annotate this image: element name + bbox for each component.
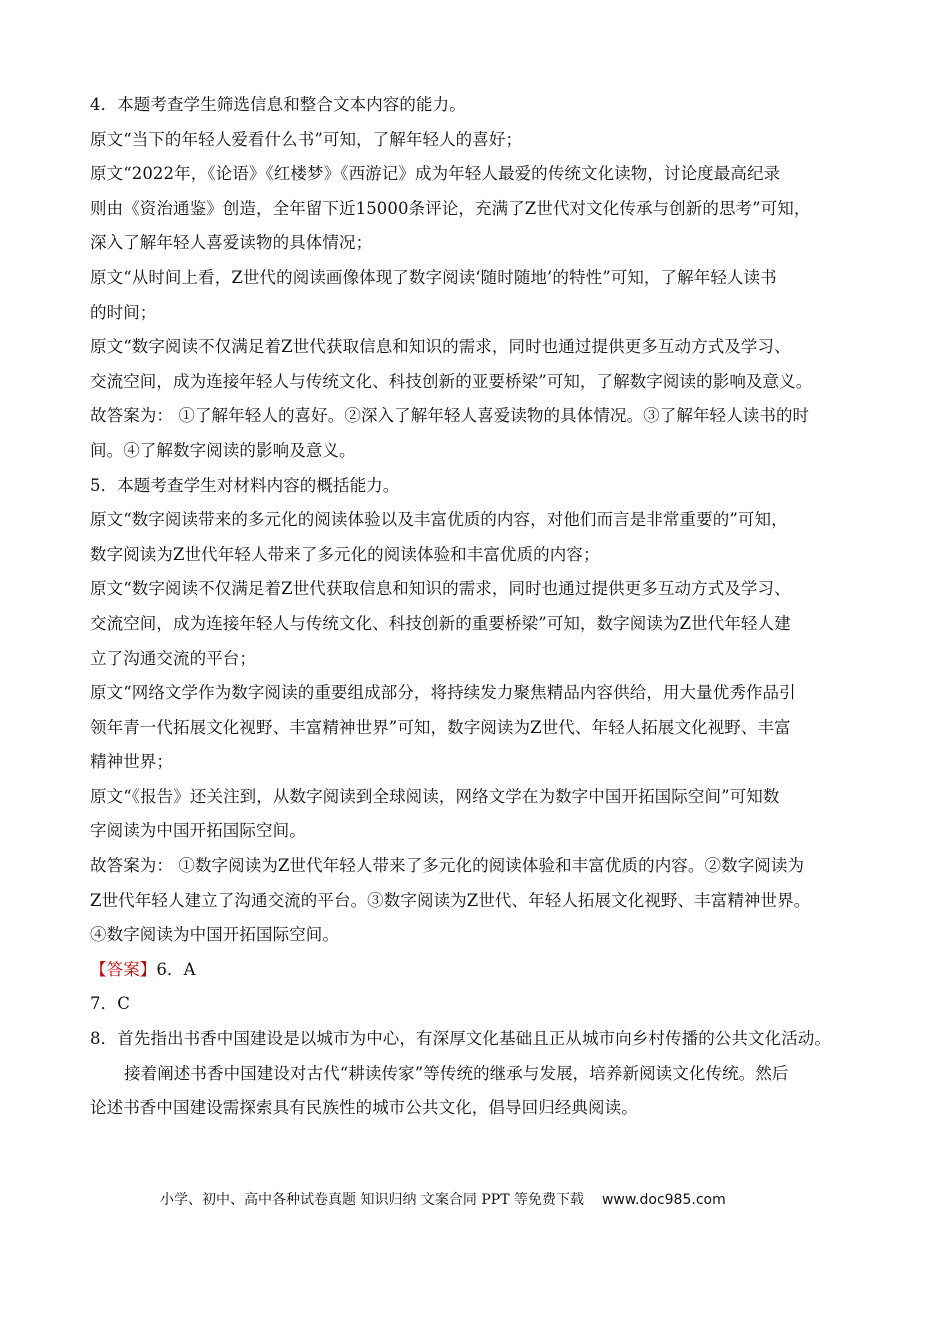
text-line: 原文“当下的年轻人爱看什么书”可知，了解年轻人的喜好； bbox=[90, 129, 523, 149]
text-line: 深入了解年轻人喜爱读物的具体情况； bbox=[90, 233, 373, 253]
text-line: 间。④了解数字阅读的影响及意义。 bbox=[90, 440, 356, 460]
text-line: 原文“2022年，《论语》《红楼梦》《西游记》成为年轻人最爱的传统文化读物，讨论度最高纪录 bbox=[90, 164, 781, 184]
text-line: 立了沟通交流的平台； bbox=[90, 648, 256, 668]
text-line: Z世代年轻人建立了沟通交流的平台。③数字阅读为Z世代、年轻人拓展文化视野、丰富精神世界。 bbox=[90, 890, 811, 910]
question-7-answer: 7．C bbox=[90, 994, 130, 1014]
text-line: 交流空间，成为连接年轻人与传统文化、科技创新的重要桥梁”可知，数字阅读为Z世代年轻人建 bbox=[90, 613, 791, 633]
answer-line bbox=[90, 953, 880, 988]
question-4-heading: 4．本题考查学生筛选信息和整合文本内容的能力。 bbox=[90, 95, 466, 114]
question-8-line: 8．首先指出书香中国建设是以城市为中心，有深厚文化基础且正从城市向乡村传播的公共文化活动。 bbox=[90, 1029, 831, 1049]
text-line: ④数字阅读为中国开拓国际空间。 bbox=[90, 925, 339, 945]
text-line: 原文“网络文学作为数字阅读的重要组成部分，将持续发力聚焦精品内容供给，用大量优秀作品引 bbox=[90, 683, 796, 703]
text-line: 领年青一代拓展文化视野、丰富精神世界”可知，数字阅读为Z世代、年轻人拓展文化视野、丰富 bbox=[90, 717, 791, 737]
text-line: 交流空间，成为连接年轻人与传统文化、科技创新的亚要桥梁”可知，了解数字阅读的影响及意义。 bbox=[90, 371, 813, 391]
answer-text: 6．A bbox=[156, 959, 196, 979]
question-5-heading: 5．本题考查学生对材料内容的概括能力。 bbox=[90, 475, 400, 495]
document-body bbox=[90, 88, 880, 1126]
page-footer bbox=[160, 1190, 726, 1210]
answer-summary-line: 故答案为： ①了解年轻人的喜好。②深入了解年轻人喜爱读物的具体情况。③了解年轻人读书的时 bbox=[90, 406, 810, 426]
indented-line: 接着阐述书香中国建设对古代“耕读传家”等传统的继承与发展，培养新阅读文化传统。然后 bbox=[124, 1063, 789, 1083]
text-line: 精神世界； bbox=[90, 752, 173, 772]
text-line: 的时间； bbox=[90, 302, 157, 322]
text-line: 论述书香中国建设需探索具有民族性的城市公共文化，倡导回归经典阅读。 bbox=[90, 1098, 638, 1118]
footer-url: www.doc985.com bbox=[601, 1192, 726, 1208]
footer-text: 小学、初中、高中各种试卷真题 知识归纳 文案合同 PPT 等免费下载 bbox=[160, 1192, 584, 1208]
text-line: 字阅读为中国开拓国际空间。 bbox=[90, 821, 306, 841]
text-line: 原文“从时间上看，Z世代的阅读画像体现了数字阅读‘随时随地’的特性”可知，了解年轻人读书 bbox=[90, 267, 777, 287]
answer-tag: 【答案】 bbox=[90, 959, 157, 979]
text-line: 则由《资治通鉴》创造，全年留下近15000条评论，充满了Z世代对文化传承与创新的思考”可知， bbox=[90, 198, 811, 218]
text-line: 原文“数字阅读带来的多元化的阅读体验以及丰富优质的内容，对他们而言是非常重要的”可知， bbox=[90, 510, 788, 530]
answer-summary-line: 故答案为： ①数字阅读为Z世代年轻人带来了多元化的阅读体验和丰富优质的内容。②数字阅读为 bbox=[90, 856, 805, 876]
text-line: 原文“《报告》还关注到，从数字阅读到全球阅读，网络文学在为数字中国开拓国际空间”可知数 bbox=[90, 786, 780, 806]
text-line: 原文“数字阅读不仅满足着Z世代获取信息和知识的需求，同时也通过提供更多互动方式及学习、 bbox=[90, 337, 791, 357]
text-line: 数字阅读为Z世代年轻人带来了多元化的阅读体验和丰富优质的内容； bbox=[90, 544, 600, 564]
text-line: 原文“数字阅读不仅满足着Z世代获取信息和知识的需求，同时也通过提供更多互动方式及学习、 bbox=[90, 579, 791, 599]
